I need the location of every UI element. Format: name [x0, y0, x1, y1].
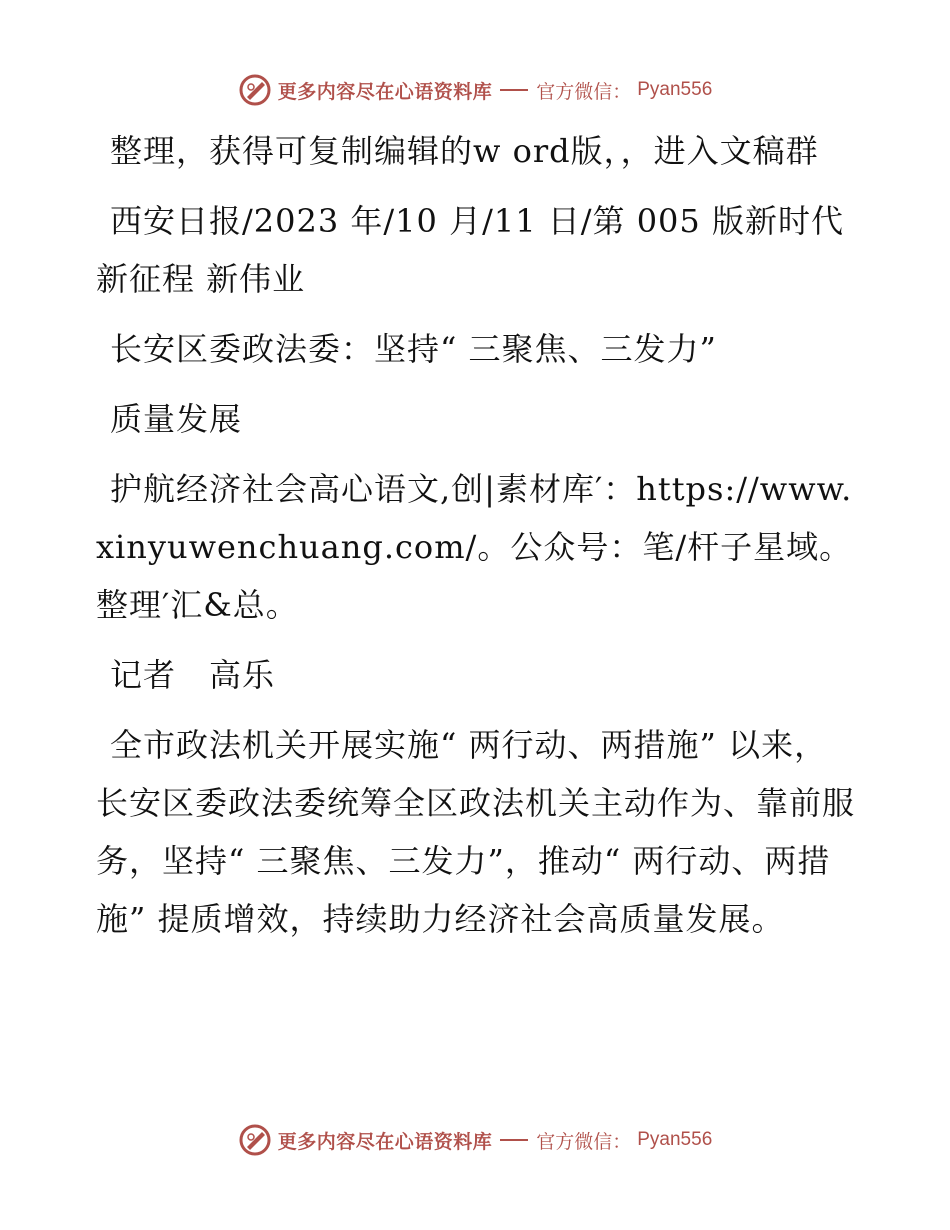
header-banner-text: 更多内容尽在心语资料库: [277, 80, 493, 103]
footer-banner-wechat-id: Pyan556: [637, 1129, 713, 1150]
footer-banner-separator: [500, 1139, 528, 1141]
document-body: [96, 122, 856, 960]
paragraph-byline: 记者 高乐: [110, 656, 276, 694]
paragraph-headline: 长安区委政法委：坚持“ 三聚焦、三发力”: [110, 330, 717, 368]
header-banner: [0, 70, 950, 110]
paragraph-intro: 整理，获得可复制编辑的w ord版，，进入文稿群: [110, 132, 819, 170]
header-banner-separator: [500, 89, 528, 91]
paragraph-source: 西安日报/2023 年/10 月/11 日/第 005 版新时代 新征程 新伟业: [96, 202, 844, 298]
paragraph-promo: 护航经济社会高心语文,创|素材库′：https://www.xinyuwenchuang.com/。公众号：笔/杆子星域。整理′汇&总。: [96, 470, 853, 624]
brand-logo-icon: [238, 73, 272, 107]
footer-banner-text: 更多内容尽在心语资料库: [277, 1130, 493, 1153]
brand-logo-icon: [238, 1123, 272, 1157]
footer-banner: [0, 1120, 950, 1160]
footer-banner-label: 官方微信：: [536, 1130, 632, 1153]
paragraph-subheadline: 质量发展: [110, 400, 243, 438]
header-banner-wechat-id: Pyan556: [637, 79, 713, 100]
header-banner-label: 官方微信：: [536, 80, 632, 103]
paragraph-body: 全市政法机关开展实施“ 两行动、两措施” 以来，长安区委政法委统筹全区政法机关主动作为、靠前服务，坚持“ 三聚焦、三发力”，推动“ 两行动、两措施” 提质增效，持续助力经济社会高质量发展。: [96, 726, 856, 938]
